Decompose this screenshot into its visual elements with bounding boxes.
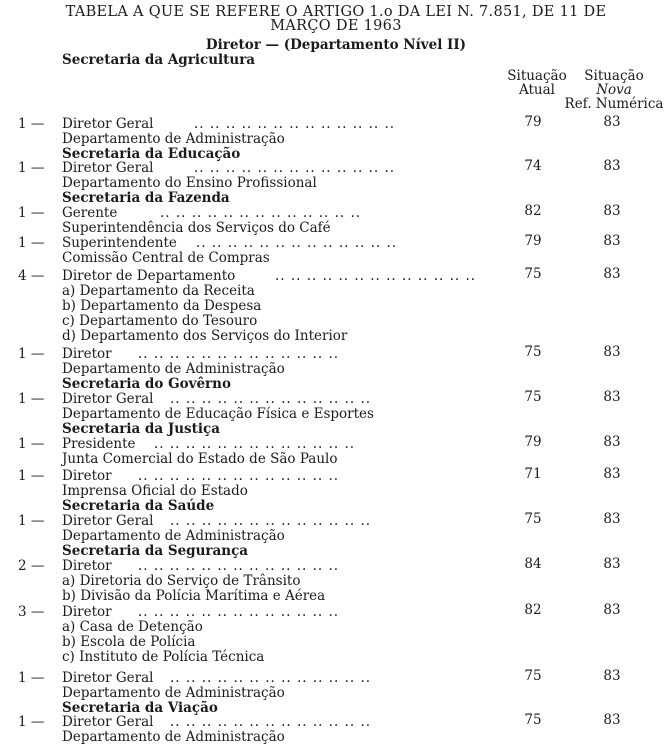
row-quantity: 1 — xyxy=(18,714,45,730)
row-quantity: 1 — xyxy=(18,235,45,251)
row-cargo: Superintendente xyxy=(62,235,177,251)
row-subitem: b) Divisão da Polícia Marítima e Aérea xyxy=(62,588,326,604)
row-subitem: b) Departamento da Despesa xyxy=(62,298,262,314)
row-situacao-atual: 74 xyxy=(524,158,542,174)
row-description: Departamento de Administração xyxy=(62,361,285,377)
row-situacao-nova: 83 xyxy=(603,266,621,282)
section-heading: Secretaria da Segurança xyxy=(62,543,249,559)
row-leader-dots: .. .. .. .. .. .. .. .. .. .. .. .. .. xyxy=(138,346,340,362)
row-situacao-nova: 83 xyxy=(603,466,621,482)
row-situacao-atual: 82 xyxy=(524,602,542,618)
document-subtitle: Diretor — (Departamento Nível II) xyxy=(205,37,467,53)
section-heading: Secretaria da Saúde xyxy=(62,498,215,514)
row-cargo: Diretor Geral xyxy=(62,116,154,132)
row-subitem: d) Departamento dos Serviços do Interior xyxy=(62,328,348,344)
row-cargo: Diretor de Departamento xyxy=(62,268,236,284)
row-leader-dots: .. .. .. .. .. .. .. .. .. .. .. .. .. xyxy=(138,468,340,484)
row-leader-dots: .. .. .. .. .. .. .. .. .. .. .. .. .. xyxy=(154,436,356,452)
row-leader-dots: .. .. .. .. .. .. .. .. .. .. .. .. .. xyxy=(194,160,396,176)
row-situacao-nova: 83 xyxy=(603,344,621,360)
row-situacao-nova: 83 xyxy=(603,389,621,405)
row-situacao-atual: 75 xyxy=(524,511,542,527)
row-description: Departamento de Educação Física e Esportes xyxy=(62,406,374,422)
row-description: Departamento de Administração xyxy=(62,685,285,701)
row-quantity: 1 — xyxy=(18,468,45,484)
row-quantity: 1 — xyxy=(18,391,45,407)
row-situacao-nova: 83 xyxy=(603,158,621,174)
row-cargo: Diretor xyxy=(62,346,112,362)
row-quantity: 1 — xyxy=(18,670,45,686)
row-description: Comissão Central de Compras xyxy=(62,250,270,266)
row-leader-dots: .. .. .. .. .. .. .. .. .. .. .. .. .. xyxy=(160,205,362,221)
row-subitem: a) Diretoria do Serviço de Trânsito xyxy=(62,573,301,589)
row-description: Superintendência dos Serviços do Café xyxy=(62,220,331,236)
row-cargo: Diretor Geral xyxy=(62,391,154,407)
row-description: Imprensa Oficial do Estado xyxy=(62,483,248,499)
row-cargo: Gerente xyxy=(62,205,118,221)
section-heading: Secretaria da Agricultura xyxy=(62,52,256,68)
section-heading: Secretaria da Educação xyxy=(62,146,241,162)
row-quantity: 4 — xyxy=(18,268,45,284)
row-quantity: 2 — xyxy=(18,558,45,574)
row-situacao-nova: 83 xyxy=(603,114,621,130)
row-situacao-atual: 82 xyxy=(524,203,542,219)
section-heading: Secretaria da Justiça xyxy=(62,421,220,437)
row-subitem: c) Departamento do Tesouro xyxy=(62,313,258,329)
row-leader-dots: .. .. .. .. .. .. .. .. .. .. .. .. .. xyxy=(170,391,372,407)
row-situacao-nova: 83 xyxy=(603,511,621,527)
row-description: Departamento do Ensino Profissional xyxy=(62,175,317,191)
row-situacao-atual: 75 xyxy=(524,344,542,360)
row-situacao-atual: 75 xyxy=(524,712,542,728)
row-leader-dots: .. .. .. .. .. .. .. .. .. .. .. .. .. xyxy=(196,235,398,251)
row-situacao-atual: 71 xyxy=(524,466,542,482)
row-leader-dots: .. .. .. .. .. .. .. .. .. .. .. .. .. xyxy=(170,714,372,730)
row-cargo: Diretor Geral xyxy=(62,714,154,730)
section-heading: Secretaria do Govêrno xyxy=(62,376,231,392)
row-situacao-nova: 83 xyxy=(603,668,621,684)
row-quantity: 1 — xyxy=(18,346,45,362)
column-header-situacao-nova: Situação Nova Ref. Numérica xyxy=(564,68,664,112)
row-leader-dots: .. .. .. .. .. .. .. .. .. .. .. .. .. xyxy=(194,116,396,132)
row-description: Departamento de Administração xyxy=(62,729,285,745)
row-cargo: Diretor xyxy=(62,468,112,484)
row-situacao-atual: 75 xyxy=(524,668,542,684)
row-situacao-atual: 75 xyxy=(524,389,542,405)
row-situacao-atual: 75 xyxy=(524,266,542,282)
row-description: Junta Comercial do Estado de São Paulo xyxy=(62,451,338,467)
section-heading: Secretaria da Fazenda xyxy=(62,190,230,206)
row-leader-dots: .. .. .. .. .. .. .. .. .. .. .. .. .. xyxy=(275,268,477,284)
row-leader-dots: .. .. .. .. .. .. .. .. .. .. .. .. .. xyxy=(138,558,340,574)
row-leader-dots: .. .. .. .. .. .. .. .. .. .. .. .. .. xyxy=(170,513,372,529)
row-situacao-nova: 83 xyxy=(603,602,621,618)
row-description: Departamento de Administração xyxy=(62,528,285,544)
row-situacao-atual: 84 xyxy=(524,556,542,572)
row-cargo: Presidente xyxy=(62,436,136,452)
row-leader-dots: .. .. .. .. .. .. .. .. .. .. .. .. .. xyxy=(170,670,372,686)
row-subitem: c) Instituto de Polícia Técnica xyxy=(62,649,265,665)
document-title-line1: TABELA A QUE SE REFERE O ARTIGO 1.o DA LEI N. 7.851, DE 11 DE xyxy=(65,4,607,20)
row-cargo: Diretor Geral xyxy=(62,160,154,176)
row-subitem: b) Escola de Polícia xyxy=(62,634,196,650)
row-cargo: Diretor xyxy=(62,558,112,574)
row-situacao-nova: 83 xyxy=(603,556,621,572)
row-situacao-nova: 83 xyxy=(603,434,621,450)
row-quantity: 1 — xyxy=(18,205,45,221)
row-quantity: 1 — xyxy=(18,116,45,132)
column-header-situacao-atual: Situação Atual xyxy=(507,68,567,98)
row-situacao-nova: 83 xyxy=(603,712,621,728)
row-situacao-atual: 79 xyxy=(524,434,542,450)
row-situacao-nova: 83 xyxy=(603,233,621,249)
row-situacao-atual: 79 xyxy=(524,114,542,130)
row-cargo: Diretor Geral xyxy=(62,670,154,686)
row-quantity: 1 — xyxy=(18,513,45,529)
row-cargo: Diretor Geral xyxy=(62,513,154,529)
row-subitem: a) Departamento da Receita xyxy=(62,283,255,299)
row-quantity: 3 — xyxy=(18,604,45,620)
row-cargo: Diretor xyxy=(62,604,112,620)
row-quantity: 1 — xyxy=(18,160,45,176)
row-situacao-nova: 83 xyxy=(603,203,621,219)
row-situacao-atual: 79 xyxy=(524,233,542,249)
row-description: Departamento de Administração xyxy=(62,131,285,147)
row-leader-dots: .. .. .. .. .. .. .. .. .. .. .. .. .. xyxy=(138,604,340,620)
section-heading: Secretaria da Viação xyxy=(62,700,218,716)
document-title-line2: MARÇO DE 1963 xyxy=(270,18,402,34)
row-quantity: 1 — xyxy=(18,436,45,452)
row-subitem: a) Casa de Detenção xyxy=(62,619,203,635)
